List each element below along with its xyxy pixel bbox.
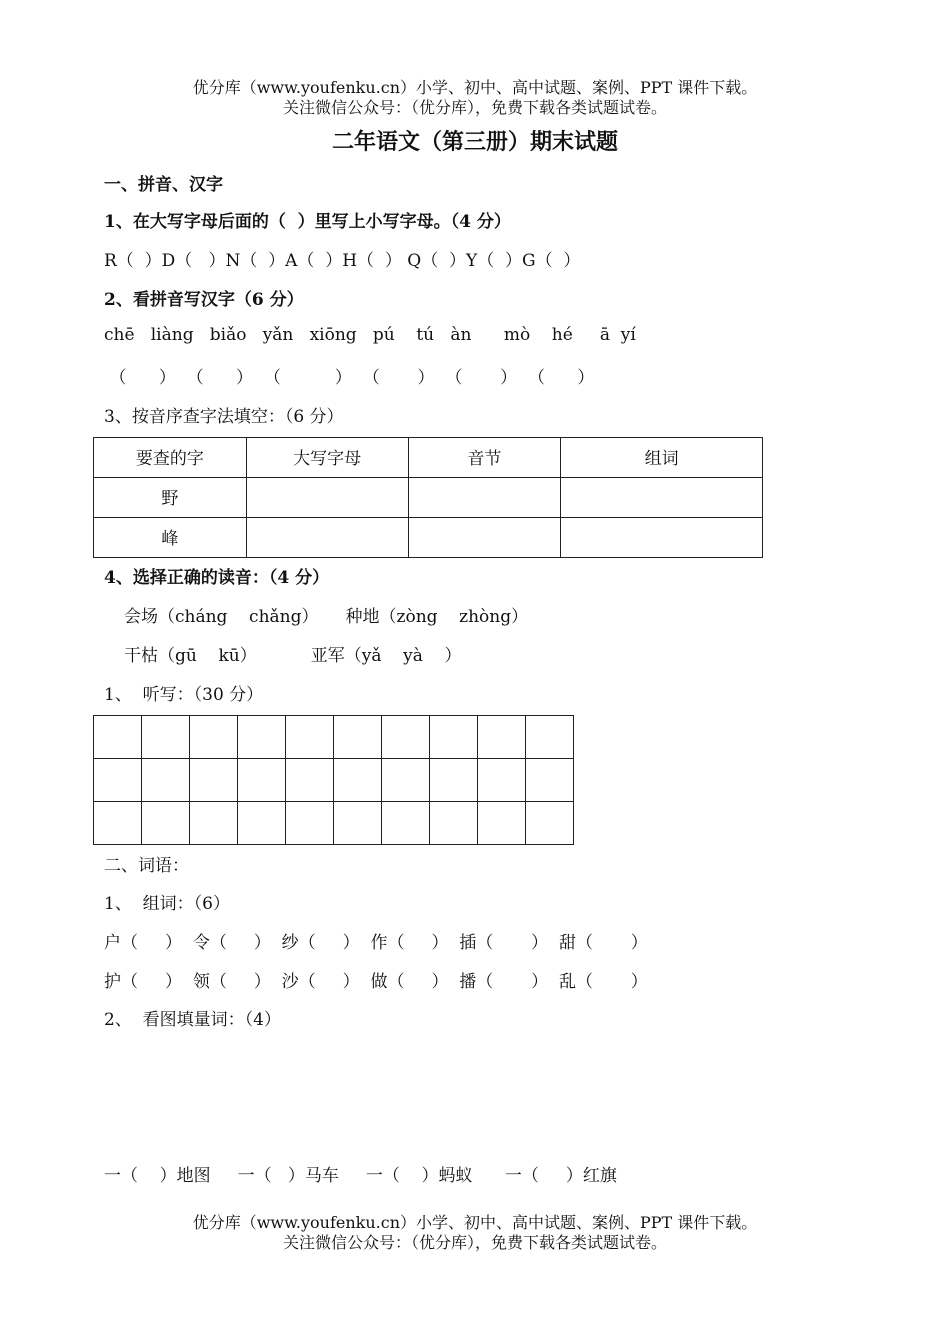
table-header-capital: 大写字母 — [246, 438, 408, 478]
question-1-label: 1、在大写字母后面的（ ）里写上小写字母。（4 分） — [104, 212, 511, 232]
grid-cell[interactable] — [286, 759, 334, 802]
measure-word-label: 2、 看图填量词：（4） — [104, 1010, 281, 1030]
grid-cell[interactable] — [478, 716, 526, 759]
question-4-line-1: 会场（cháng chǎng） 种地（zòng zhòng） — [124, 607, 529, 627]
word-building-line-2: 护（ ） 领（ ） 沙（ ） 做（ ） 播（ ） 乱（ ） — [104, 972, 648, 992]
table-header-word: 组词 — [561, 438, 763, 478]
grid-cell[interactable] — [238, 716, 286, 759]
question-2-pinyin: chē liàng biǎo yǎn xiōng pú tú àn mò hé ā yí — [104, 325, 636, 345]
answer-cell[interactable] — [561, 518, 763, 558]
question-4-label: 4、选择正确的读音：（4 分） — [104, 568, 330, 588]
table-header-char: 要查的字 — [94, 438, 247, 478]
grid-cell[interactable] — [526, 802, 574, 845]
lookup-table — [93, 437, 763, 558]
table-cell-char: 峰 — [94, 518, 247, 558]
grid-cell[interactable] — [94, 802, 142, 845]
grid-cell[interactable] — [526, 759, 574, 802]
answer-cell[interactable] — [408, 478, 561, 518]
header-line-2: 关注微信公众号：（优分库），免费下载各类试题试卷。 — [282, 98, 667, 117]
table-row — [94, 478, 763, 518]
footer-line-1: 优分库（www.youfenku.cn）小学、初中、高中试题、案例、PPT 课件下载。 — [192, 1213, 758, 1232]
grid-cell[interactable] — [286, 716, 334, 759]
section-2-heading: 二、词语： — [104, 856, 189, 876]
grid-cell[interactable] — [190, 759, 238, 802]
answer-cell[interactable] — [246, 518, 408, 558]
footer-line-2: 关注微信公众号：（优分库），免费下载各类试题试卷。 — [282, 1233, 667, 1252]
answer-cell[interactable] — [561, 478, 763, 518]
word-building-label: 1、 组词：（6） — [104, 894, 230, 914]
grid-cell[interactable] — [286, 802, 334, 845]
table-header-syllable: 音节 — [408, 438, 561, 478]
grid-cell[interactable] — [142, 759, 190, 802]
grid-cell[interactable] — [190, 716, 238, 759]
grid-cell[interactable] — [94, 759, 142, 802]
dictation-label: 1、 听写：（30 分） — [104, 685, 264, 705]
section-1-heading: 一、拼音、汉字 — [104, 175, 223, 195]
grid-cell[interactable] — [238, 759, 286, 802]
grid-cell[interactable] — [382, 802, 430, 845]
grid-cell[interactable] — [190, 802, 238, 845]
grid-cell[interactable] — [430, 759, 478, 802]
question-4-line-2: 干枯（gū kū） 亚军（yǎ yà ） — [124, 646, 462, 666]
grid-cell[interactable] — [94, 716, 142, 759]
grid-cell[interactable] — [478, 802, 526, 845]
question-2-label: 2、看拼音写汉字（6 分） — [104, 290, 304, 310]
grid-cell[interactable] — [142, 802, 190, 845]
grid-cell[interactable] — [382, 759, 430, 802]
grid-cell[interactable] — [334, 716, 382, 759]
grid-cell[interactable] — [238, 802, 286, 845]
grid-cell[interactable] — [430, 802, 478, 845]
table-row — [94, 518, 763, 558]
grid-cell[interactable] — [334, 759, 382, 802]
answer-cell[interactable] — [408, 518, 561, 558]
grid-cell[interactable] — [334, 802, 382, 845]
grid-cell[interactable] — [382, 716, 430, 759]
grid-cell[interactable] — [526, 716, 574, 759]
header-line-1: 优分库（www.youfenku.cn）小学、初中、高中试题、案例、PPT 课件下载。 — [192, 78, 758, 97]
question-1-letters: R（ ）D（ ）N（ ）A（ ）H（ ） Q（ ）Y（ ）G（ ） — [104, 251, 581, 271]
question-2-blanks: （ ） （ ） （ ） （ ） （ ） （ ） — [104, 368, 595, 388]
question-3-label: 3、按音序查字法填空：（6 分） — [104, 407, 344, 427]
table-cell-char: 野 — [94, 478, 247, 518]
measure-word-line: 一（ ）地图 一（ ）马车 一（ ）蚂蚁 一（ ）红旗 — [104, 1166, 617, 1186]
grid-cell[interactable] — [430, 716, 478, 759]
grid-cell[interactable] — [142, 716, 190, 759]
page-title: 二年语文（第三册）期末试题 — [331, 129, 618, 155]
dictation-grid — [93, 715, 574, 845]
answer-cell[interactable] — [246, 478, 408, 518]
word-building-line-1: 户（ ） 令（ ） 纱（ ） 作（ ） 插（ ） 甜（ ） — [104, 933, 648, 953]
grid-cell[interactable] — [478, 759, 526, 802]
